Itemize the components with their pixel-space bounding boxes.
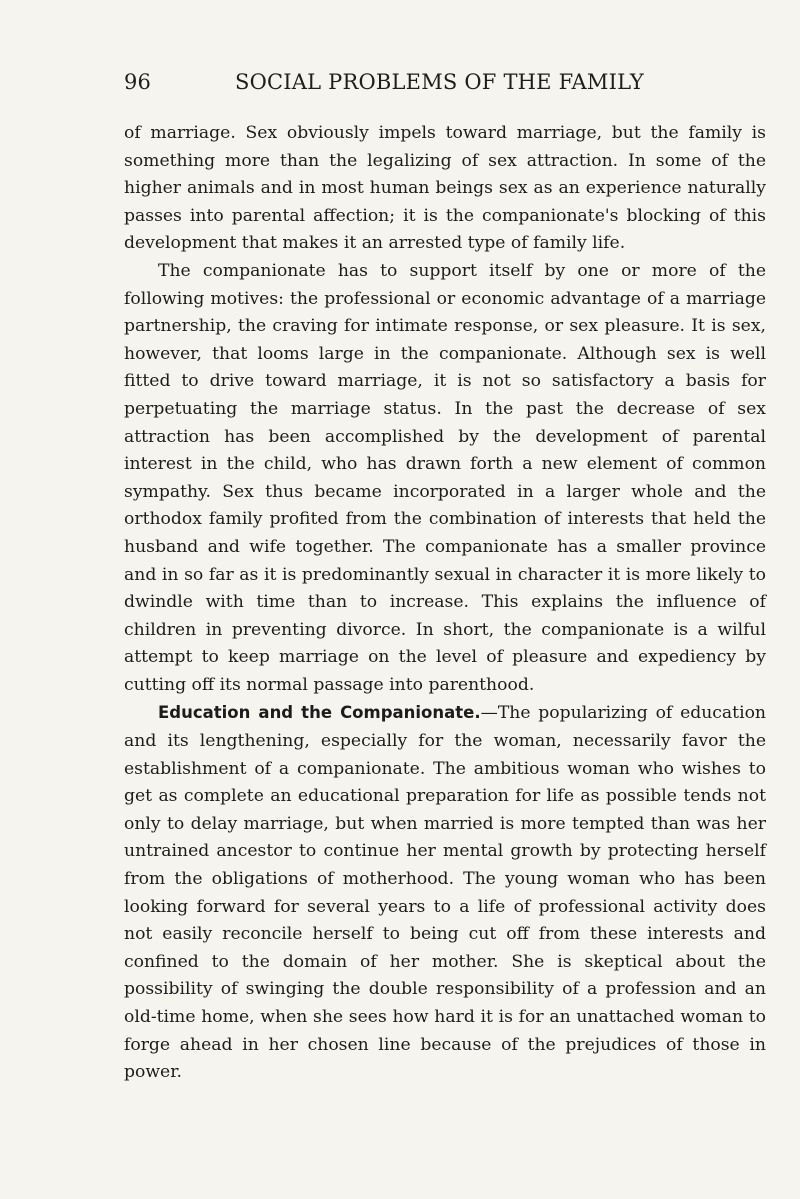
paragraph-education bbox=[124, 699, 766, 1086]
page-number: 96 bbox=[124, 70, 152, 94]
section-heading: Education and the Companionate. bbox=[158, 703, 481, 723]
paragraph-continuation bbox=[124, 120, 766, 258]
paragraph-motives bbox=[124, 258, 766, 700]
paragraph-text: The companionate has to support itself by one or more of the following motives: the professional or economic advantage of a marriage partnership, the craving for intimate response, or sex pleasure. It is sex, however, that looms large in the companionate. Although sex is well fitted to drive toward marriage, it is not so satisfactory a basis for perpetuating the marriage status. In the past the decrease of sex attraction has been accomplished by the development of parental interest in the child, who has drawn forth a new element of common sympathy. Sex thus became incorporated in a larger whole and the orthodox family profited from the combination of interests that held the husband and wife together. The companionate has a smaller province and in so far as it is predominantly sexual in character it is more likely to dwindle with time than to increase. This explains the influence of children in preventing divorce. In short, the companionate is a wilful attempt to keep marriage on the level of pleasure and expediency by cutting off its normal passage into parenthood. bbox=[124, 260, 766, 695]
paragraph-text: —The popularizing of education and its lengthening, especially for the woman, necessarily favor the establishment of a companionate. The ambitious woman who wishes to get as complete an educational preparation for life as possible tends not only to delay marriage, but when married is more tempted than was her untrained ancestor to continue her mental growth by protecting herself from the obligations of motherhood. The young woman who has been looking forward for several years to a life of professional activity does not easily reconcile herself to being cut off from these interests and confined to the domain of her mother. She is skeptical about the possibility of swinging the double responsibility of a profession and an old-time home, when she sees how hard it is for an unattached woman to forge ahead in her chosen line because of the prejudices of those in power. bbox=[124, 703, 767, 1083]
paragraph-text: of marriage. Sex obviously impels toward marriage, but the family is something more than the legalizing of sex attraction. In some of the higher animals and in most human beings sex as an experience naturally passes into parental affection; it is the companionate's blocking of this development that makes it an arrested type of family life. bbox=[124, 123, 766, 254]
body-text bbox=[124, 120, 766, 1087]
running-head bbox=[124, 70, 764, 102]
running-title: SOCIAL PROBLEMS OF THE FAMILY bbox=[235, 70, 644, 94]
